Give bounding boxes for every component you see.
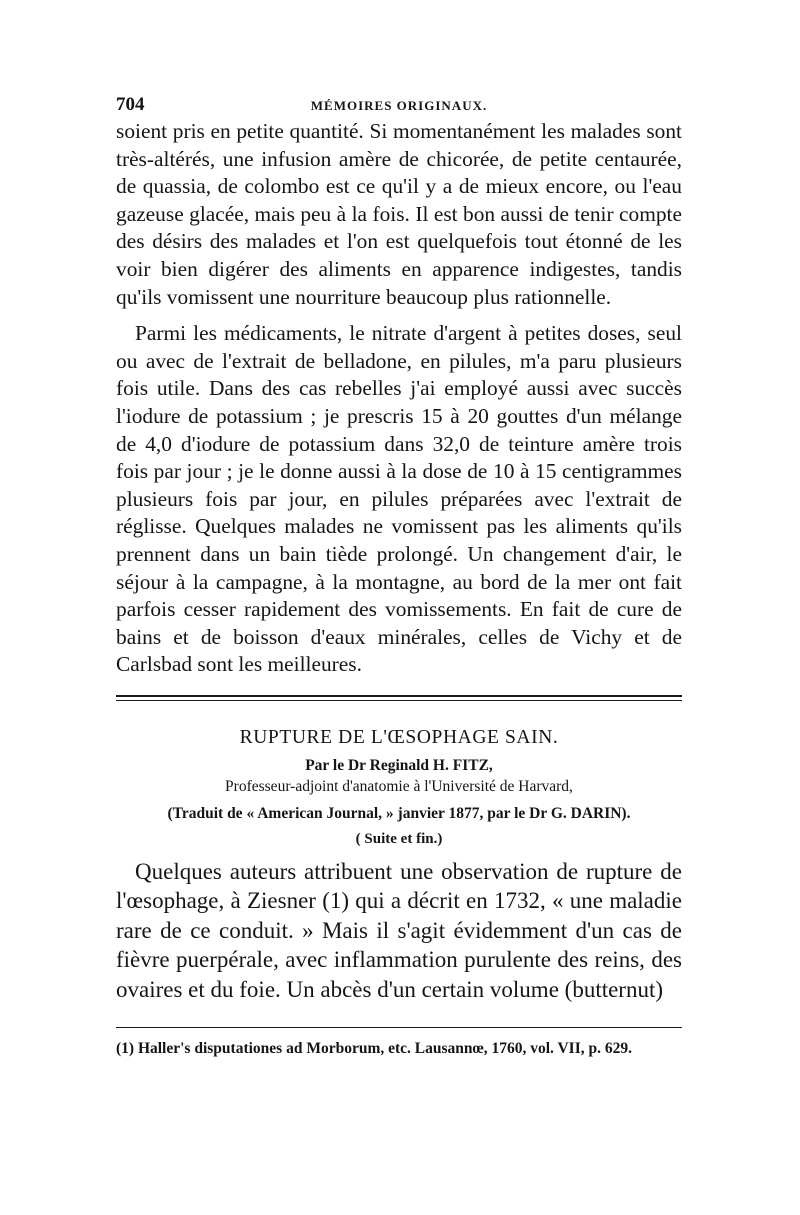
article-body-paragraph: Quelques auteurs attribuent une observation de rupture de l'œsophage, à Ziesner (1) qui a décrit en 1732, « une maladie rare de ce conduit. » Mais il s'agit évidemment d'un cas de fièvre puerpérale, avec inflammation purulente des reins, des ovaires et du foie. Un abcès d'un certain volume (butternut) xyxy=(116,858,682,1002)
footnote-divider xyxy=(116,1027,682,1028)
translation-note: (Traduit de « American Journal, » janvier 1877, par le Dr G. DARIN). xyxy=(167,804,631,822)
book-page xyxy=(116,92,682,1076)
article-title: RUPTURE DE L'ŒSOPHAGE SAIN. xyxy=(239,726,559,748)
footnote: (1) Haller's disputationes ad Morborum, etc. Lausannœ, 1760, vol. VII, p. 629. xyxy=(116,1040,632,1058)
divider-thin-line xyxy=(116,700,682,701)
divider-thick-line xyxy=(116,695,682,697)
running-title: MÉMOIRES ORIGINAUX. xyxy=(310,98,488,113)
paragraph-continuation: soient pris en petite quantité. Si momentanément les malades sont très-altérés, une infusion amère de chicorée, de petite centaurée, de quassia, de colombo est ce qu'il y a de mieux encore, ou l'eau gazeuse glacée, mais peu à la fois. Il est bon aussi de tenir compte des désirs des malades et l'on est quelquefois tout étonné de les voir bien digérer des aliments en apparence indigestes, tandis qu'ils vomissent une nourriture beaucoup plus rationnelle. xyxy=(116,119,682,309)
page-number: 704 xyxy=(116,94,145,115)
continuation-note: ( Suite et fin.) xyxy=(355,830,443,847)
author-affiliation: Professeur-adjoint d'anatomie à l'Université de Harvard, xyxy=(225,777,573,795)
running-head xyxy=(116,92,682,118)
paragraph-medications: Parmi les médicaments, le nitrate d'argent à petites doses, seul ou avec de l'extrait de belladone, en pilules, m'a paru plusieurs fois utile. Dans des cas rebelles j'ai employé aussi avec succès l'iodure de potassium ; je prescris 15 à 20 gouttes d'un mélange de 4,0 d'iodure de potassium dans 32,0 de teinture amère trois fois par jour ; je le donne aussi à la dose de 10 à 15 centigrammes plusieurs fois par jour, en pilules préparées avec l'extrait de réglisse. Quelques malades ne vomissent pas les aliments qu'ils prennent dans un bain tiède prolongé. Un changement d'air, le séjour à la campagne, à la montagne, au bord de la mer ont fait parfois cesser rapidement des vomissements. En fait de cure de bains et de boisson d'eaux minérales, celles de Vichy et de Carlsbad sont les meilleures. xyxy=(116,321,682,677)
section-divider xyxy=(116,695,682,701)
article-byline: Par le Dr Reginald H. FITZ, xyxy=(305,756,493,774)
